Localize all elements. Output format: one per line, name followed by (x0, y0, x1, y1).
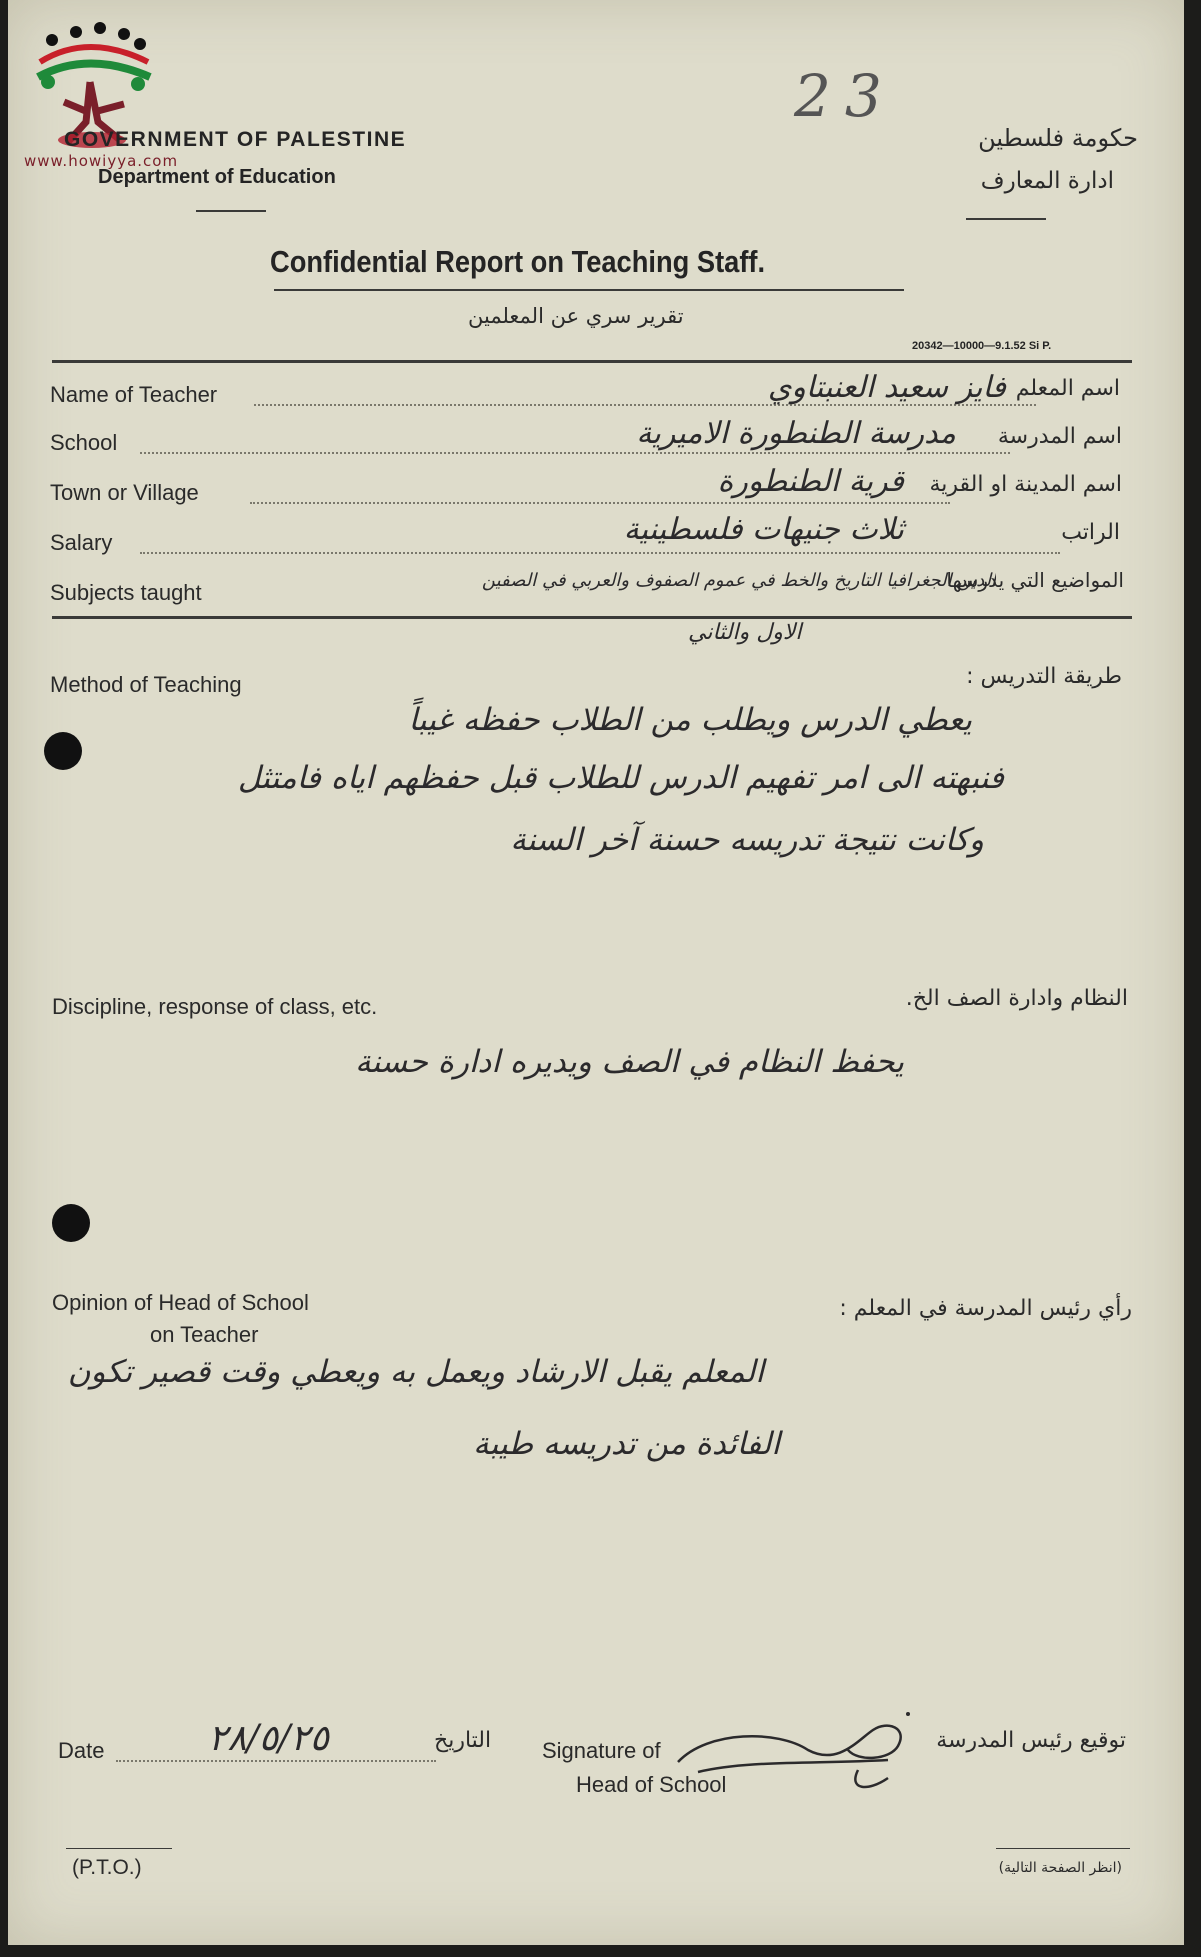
name-value: فايز سعيد العنبتاوي (767, 370, 1006, 405)
salary-value: ثلاث جنيهات فلسطينية (623, 512, 904, 547)
school-label-en: School (50, 430, 118, 455)
subjects-label-en: Subjects taught (50, 580, 202, 605)
method-label-ar: طريقة التدريس : (966, 664, 1122, 689)
discipline-label-en: Discipline, response of class, etc. (52, 994, 378, 1019)
header-underline-left (196, 210, 266, 212)
opinion-label-en-2: on Teacher (150, 1322, 259, 1347)
subjects-rule (52, 616, 1132, 619)
signature-label-en-1: Signature of (542, 1738, 661, 1763)
next-page-rule (996, 1848, 1130, 1849)
title-underline (274, 289, 904, 291)
method-line-2: فنبهته الى امر تفهيم الدرس للطلاب قبل حفظهم اياه فامتثل (237, 760, 1004, 796)
town-dotted-line (250, 502, 950, 504)
date-label-ar: التاريخ (434, 1728, 492, 1753)
next-page-ar: (انظر الصفحة التالية) (998, 1860, 1122, 1876)
header-underline-right (966, 218, 1046, 220)
town-value: قرية الطنطورة (717, 464, 904, 499)
department-title-en: Department of Education (98, 166, 336, 188)
report-title-en: Confidential Report on Teaching Staff. (270, 244, 766, 279)
school-label-ar: اسم المدرسة (997, 424, 1122, 449)
method-line-1: يعطي الدرس ويطلب من الطلاب حفظه غيباً (408, 702, 972, 738)
pto-rule (66, 1848, 172, 1849)
date-dotted-line (116, 1760, 436, 1762)
method-label-en: Method of Teaching (50, 672, 242, 697)
subjects-value: الدين الجغرافيا التاريخ والخط في عموم الصفوف والعربي في الصفين (481, 570, 996, 591)
pto-text: (P.T.O.) (72, 1856, 142, 1879)
salary-dotted-line (140, 552, 1060, 554)
date-value: ٢٨/٥/٢٥ (208, 1718, 329, 1759)
subjects-label-ar: المواضيع التي يدرسها (946, 568, 1124, 592)
date-label-en: Date (58, 1738, 105, 1763)
signature-label-ar: توقيع رئيس المدرسة (936, 1728, 1126, 1753)
opinion-label-ar: رأي رئيس المدرسة في المعلم : (839, 1296, 1132, 1321)
opinion-line-1: المعلم يقبل الارشاد ويعمل به ويعطي وقت قصير تكون (67, 1354, 764, 1390)
salary-label-en: Salary (50, 530, 113, 555)
discipline-label-ar: النظام وادارة الصف الخ. (905, 986, 1128, 1011)
page-number: 23 (794, 62, 896, 130)
department-title-ar: ادارة المعارف (980, 168, 1114, 194)
name-label-en: Name of Teacher (50, 382, 218, 407)
government-title-en: GOVERNMENT OF PALESTINE (64, 128, 407, 151)
town-label-ar: اسم المدينة او القرية (929, 472, 1122, 497)
document-page (8, 0, 1184, 1945)
signature-scribble (658, 1700, 948, 1800)
opinion-line-2: الفائدة من تدريسه طيبة (473, 1426, 780, 1462)
logo-site-text: www.howiyya.com (24, 152, 179, 170)
method-line-3: وكانت نتيجة تدريسه حسنة آخر السنة (510, 822, 984, 858)
form-top-rule (52, 360, 1132, 363)
town-label-en: Town or Village (50, 480, 199, 505)
government-title-ar: حكومة فلسطين (978, 124, 1138, 152)
opinion-label-en-1: Opinion of Head of School (52, 1290, 309, 1315)
punch-hole-top (44, 732, 82, 770)
school-value: مدرسة الطنطورة الاميرية (636, 416, 956, 451)
school-dotted-line (140, 452, 1010, 454)
salary-label-ar: الراتب (1061, 520, 1120, 545)
punch-hole-bottom (52, 1204, 90, 1242)
print-code: 20342—10000—9.1.52 Si P. (912, 340, 1052, 352)
name-label-ar: اسم المعلم (1015, 376, 1120, 401)
subjects-value-line2: الاول والثاني (688, 620, 802, 645)
discipline-line-1: يحفظ النظام في الصف ويديره ادارة حسنة (355, 1044, 904, 1080)
signature-label-en-2: Head of School (576, 1772, 727, 1797)
report-title-ar: تقرير سري عن المعلمين (468, 304, 684, 328)
